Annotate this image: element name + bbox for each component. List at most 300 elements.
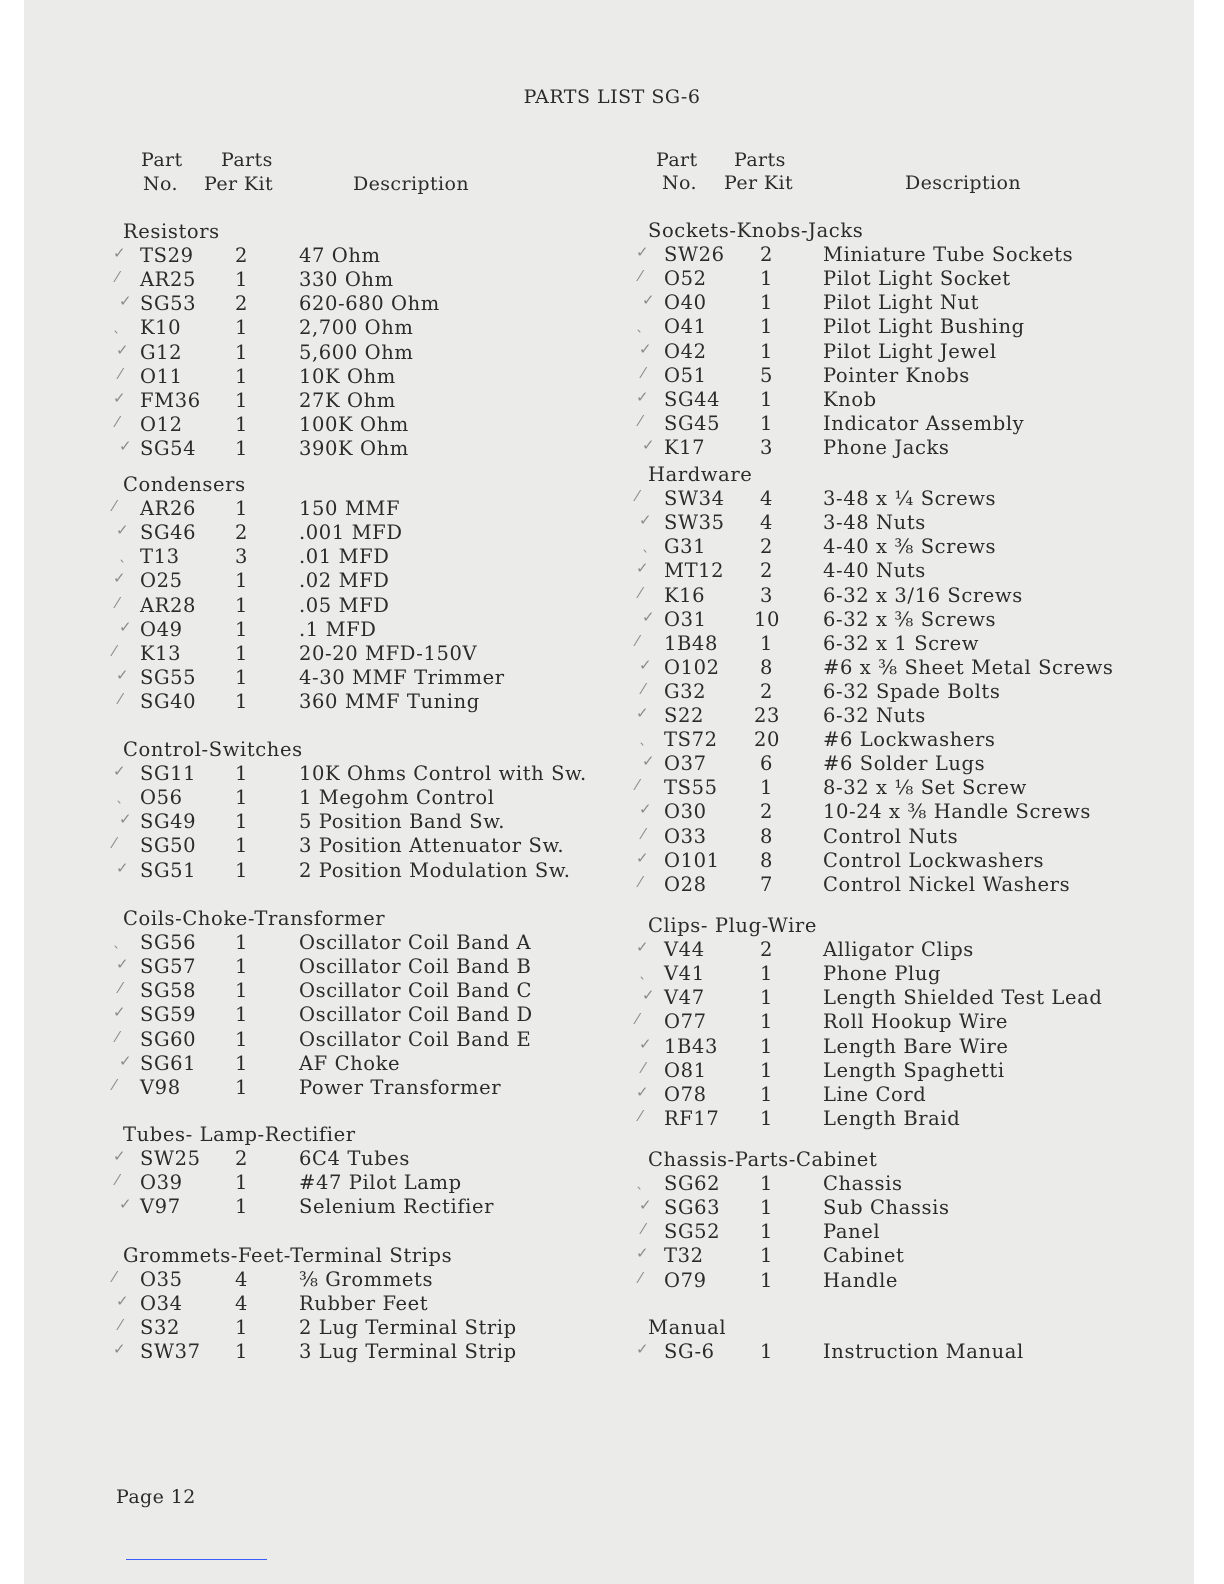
parts-per-kit: 1 xyxy=(760,1172,774,1196)
check-mark-icon: ✓ xyxy=(639,1196,653,1215)
part-number: O52 xyxy=(664,267,707,291)
check-mark-icon: ⁄ xyxy=(119,364,123,383)
check-mark-icon: ✓ xyxy=(642,435,656,454)
parts-per-kit: 1 xyxy=(760,986,774,1010)
check-mark-icon: ⁄ xyxy=(639,1106,643,1125)
right-header-part-top: Part xyxy=(656,149,698,171)
part-description: Pilot Light Nut xyxy=(823,291,980,315)
part-description: 3-48 x ¼ Screws xyxy=(823,487,997,511)
part-number: SG61 xyxy=(140,1051,197,1075)
part-number: SG60 xyxy=(140,1027,197,1051)
parts-per-kit: 2 xyxy=(760,535,774,559)
part-number: O39 xyxy=(140,1171,183,1195)
part-row xyxy=(0,656,1224,680)
parts-per-kit: 2 xyxy=(235,292,249,316)
part-description: 27K Ohm xyxy=(299,388,396,412)
parts-per-kit: 2 xyxy=(235,521,249,545)
part-row xyxy=(0,436,1224,460)
right-header-description: Description xyxy=(905,172,1021,194)
section-heading: Condensers xyxy=(123,473,246,496)
check-mark-icon: ✓ xyxy=(642,752,656,771)
part-number: O77 xyxy=(664,1010,707,1034)
section-heading: Chassis-Parts-Cabinet xyxy=(648,1148,878,1171)
page-title: PARTS LIST SG-6 xyxy=(523,86,701,108)
part-row xyxy=(0,1269,1224,1293)
check-mark-icon: ✓ xyxy=(116,858,130,877)
parts-per-kit: 1 xyxy=(235,1003,249,1027)
check-mark-icon: ⁄ xyxy=(636,631,640,650)
check-mark-icon: ˎ xyxy=(639,962,648,981)
parts-per-kit: 1 xyxy=(760,1106,774,1130)
part-description: 100K Ohm xyxy=(299,412,409,436)
parts-per-kit: 1 xyxy=(235,810,249,834)
part-number: SG56 xyxy=(140,931,197,955)
parts-per-kit: 4 xyxy=(235,1292,249,1316)
part-number: O78 xyxy=(664,1082,707,1106)
part-number: TS29 xyxy=(140,244,194,268)
part-description: Pilot Light Bushing xyxy=(823,315,1025,339)
part-number: SG52 xyxy=(664,1220,721,1244)
part-description: Oscillator Coil Band D xyxy=(299,1003,533,1027)
part-description: Pilot Light Jewel xyxy=(823,339,997,363)
check-mark-icon: ✓ xyxy=(113,569,127,588)
parts-per-kit: 8 xyxy=(760,655,774,679)
check-mark-icon: ˎ xyxy=(639,728,648,747)
part-number: SG45 xyxy=(664,411,721,435)
part-number: O37 xyxy=(664,752,707,776)
parts-per-kit: 1 xyxy=(235,689,249,713)
check-mark-icon: ⁄ xyxy=(642,824,646,843)
part-number: RF17 xyxy=(664,1106,720,1130)
part-number: TS55 xyxy=(664,776,718,800)
left-header-parts-bottom: Per Kit xyxy=(204,173,274,195)
parts-per-kit: 1 xyxy=(235,1171,249,1195)
check-mark-icon: ⁄ xyxy=(639,1268,643,1287)
part-row xyxy=(0,267,1224,291)
check-mark-icon: ✓ xyxy=(636,559,650,578)
parts-per-kit: 1 xyxy=(760,411,774,435)
part-row xyxy=(0,340,1224,364)
check-mark-icon: ✓ xyxy=(113,244,127,263)
parts-per-kit: 3 xyxy=(760,435,774,459)
parts-per-kit: 1 xyxy=(235,412,249,436)
check-mark-icon: ✓ xyxy=(119,810,133,829)
part-number: SW34 xyxy=(664,487,725,511)
part-description: Control Lockwashers xyxy=(823,848,1045,872)
part-description: Cabinet xyxy=(823,1244,905,1268)
part-number: SG-6 xyxy=(664,1340,715,1364)
part-description: #6 Lockwashers xyxy=(823,728,996,752)
check-mark-icon: ⁄ xyxy=(113,1268,117,1287)
part-row xyxy=(0,487,1224,511)
parts-per-kit: 1 xyxy=(760,631,774,655)
check-mark-icon: ✓ xyxy=(639,655,653,674)
part-row xyxy=(0,1220,1224,1244)
part-description: .02 MFD xyxy=(299,569,390,593)
part-row xyxy=(0,849,1224,873)
part-row xyxy=(0,825,1224,849)
part-row xyxy=(0,364,1224,388)
page-number: Page 12 xyxy=(116,1486,196,1508)
part-row xyxy=(0,1196,1224,1220)
part-description: Length Braid xyxy=(823,1106,961,1130)
parts-per-kit: 1 xyxy=(235,497,249,521)
part-number: SG50 xyxy=(140,834,197,858)
part-number: O81 xyxy=(664,1058,707,1082)
part-number: O79 xyxy=(664,1268,707,1292)
part-number: FM36 xyxy=(140,388,201,412)
part-number: K13 xyxy=(140,641,182,665)
right-header-parts-top: Parts xyxy=(734,149,786,171)
part-description: 150 MMF xyxy=(299,497,401,521)
part-description: 3 Position Attenuator Sw. xyxy=(299,834,565,858)
check-mark-icon: ✓ xyxy=(636,1082,650,1101)
part-number: K17 xyxy=(664,435,706,459)
check-mark-icon: ⁄ xyxy=(636,487,640,506)
parts-per-kit: 1 xyxy=(235,858,249,882)
part-number: SG53 xyxy=(140,292,197,316)
parts-per-kit: 1 xyxy=(760,339,774,363)
part-description: Oscillator Coil Band C xyxy=(299,979,532,1003)
parts-per-kit: 1 xyxy=(760,315,774,339)
check-mark-icon: ✓ xyxy=(116,665,130,684)
check-mark-icon: ⁄ xyxy=(116,412,120,431)
part-row xyxy=(0,962,1224,986)
parts-per-kit: 1 xyxy=(235,955,249,979)
parts-per-kit: 1 xyxy=(760,1082,774,1106)
check-mark-icon: ˎ xyxy=(636,315,645,334)
part-number: O31 xyxy=(664,607,707,631)
part-number: TS72 xyxy=(664,728,718,752)
part-description: Oscillator Coil Band E xyxy=(299,1027,532,1051)
part-number: K10 xyxy=(140,316,182,340)
check-mark-icon: ⁄ xyxy=(636,776,640,795)
part-row xyxy=(0,559,1224,583)
check-mark-icon: ⁄ xyxy=(113,497,117,516)
check-mark-icon: ✓ xyxy=(119,617,133,636)
part-description: Length Shielded Test Lead xyxy=(823,986,1103,1010)
part-number: O42 xyxy=(664,339,707,363)
part-number: 1B43 xyxy=(664,1034,718,1058)
part-number: SG51 xyxy=(140,858,197,882)
parts-per-kit: 23 xyxy=(754,704,781,727)
check-mark-icon: ✓ xyxy=(636,1340,650,1359)
check-mark-icon: ✓ xyxy=(119,436,133,455)
part-number: O30 xyxy=(664,800,707,824)
part-number: O12 xyxy=(140,412,183,436)
check-mark-icon: ⁄ xyxy=(642,363,646,382)
part-row xyxy=(0,584,1224,608)
left-header-parts-top: Parts xyxy=(221,149,273,171)
part-description: 620-680 Ohm xyxy=(299,292,440,316)
part-row xyxy=(0,1244,1224,1268)
parts-per-kit: 1 xyxy=(235,641,249,665)
part-number: SG59 xyxy=(140,1003,197,1027)
parts-per-kit: 3 xyxy=(760,583,774,607)
part-description: Selenium Rectifier xyxy=(299,1195,495,1219)
part-number: O34 xyxy=(140,1292,183,1316)
part-description: 2,700 Ohm xyxy=(299,316,414,340)
part-number: V97 xyxy=(140,1195,181,1219)
part-number: O51 xyxy=(664,363,707,387)
check-mark-icon: ⁄ xyxy=(116,593,120,612)
part-number: V98 xyxy=(140,1075,181,1099)
check-mark-icon: ˎ xyxy=(642,535,651,554)
part-description: Phone Jacks xyxy=(823,435,950,459)
part-description: 6-32 Spade Bolts xyxy=(823,679,1001,703)
part-description: Indicator Assembly xyxy=(823,411,1025,435)
part-description: 3 Lug Terminal Strip xyxy=(299,1340,517,1364)
check-mark-icon: ✓ xyxy=(639,1034,653,1053)
check-mark-icon: ˎ xyxy=(636,1172,645,1191)
part-number: SG49 xyxy=(140,810,197,834)
part-row xyxy=(0,1292,1224,1316)
section-heading: Tubes- Lamp-Rectifier xyxy=(123,1123,356,1146)
part-description: 2 Position Modulation Sw. xyxy=(299,858,571,882)
part-row xyxy=(0,800,1224,824)
part-number: SG57 xyxy=(140,955,197,979)
check-mark-icon: ⁄ xyxy=(642,679,646,698)
part-number: K16 xyxy=(664,583,706,607)
part-description: 3-48 Nuts xyxy=(823,511,926,535)
part-number: SG40 xyxy=(140,689,197,713)
part-number: S22 xyxy=(664,704,704,727)
part-number: O102 xyxy=(664,655,720,679)
part-description: Rubber Feet xyxy=(299,1292,429,1316)
parts-per-kit: 2 xyxy=(235,1147,249,1171)
part-row xyxy=(0,1035,1224,1059)
part-description: 10K Ohms Control with Sw. xyxy=(299,762,587,786)
parts-per-kit: 1 xyxy=(235,364,249,388)
parts-per-kit: 4 xyxy=(235,1268,249,1292)
part-number: SG44 xyxy=(664,387,721,411)
part-number: V44 xyxy=(664,938,705,962)
check-mark-icon: ⁄ xyxy=(642,1220,646,1239)
parts-per-kit: 3 xyxy=(235,545,249,569)
parts-per-kit: 1 xyxy=(235,593,249,617)
part-number: O25 xyxy=(140,569,183,593)
part-description: #6 Solder Lugs xyxy=(823,752,986,776)
part-description: Miniature Tube Sockets xyxy=(823,243,1074,267)
check-mark-icon: ˎ xyxy=(116,786,125,805)
part-row xyxy=(0,1010,1224,1034)
parts-per-kit: 2 xyxy=(760,559,774,583)
part-description: #47 Pilot Lamp xyxy=(299,1171,462,1195)
part-row xyxy=(0,535,1224,559)
parts-per-kit: 1 xyxy=(235,1051,249,1075)
part-description: 47 Ohm xyxy=(299,244,381,268)
parts-per-kit: 1 xyxy=(760,1034,774,1058)
check-mark-icon: ✓ xyxy=(639,339,653,358)
parts-per-kit: 5 xyxy=(760,363,774,387)
part-number: O11 xyxy=(140,364,183,388)
part-number: T32 xyxy=(664,1244,704,1268)
section-heading: Resistors xyxy=(123,220,220,243)
part-number: O28 xyxy=(664,872,707,896)
check-mark-icon: ˎ xyxy=(119,545,128,564)
part-description: 5,600 Ohm xyxy=(299,340,414,364)
part-row xyxy=(0,752,1224,776)
part-row xyxy=(0,243,1224,267)
part-description: Alligator Clips xyxy=(823,938,974,962)
check-mark-icon: ˎ xyxy=(113,931,122,950)
part-number: O40 xyxy=(664,291,707,315)
part-row xyxy=(0,873,1224,897)
parts-per-kit: 1 xyxy=(760,776,774,800)
part-row xyxy=(0,680,1224,704)
part-description: 6-32 x 3/16 Screws xyxy=(823,583,1023,607)
part-description: Instruction Manual xyxy=(823,1340,1024,1364)
section-heading: Manual xyxy=(648,1316,727,1339)
part-row xyxy=(0,1107,1224,1131)
parts-per-kit: 10 xyxy=(754,607,781,631)
parts-per-kit: 2 xyxy=(760,679,774,703)
part-number: V41 xyxy=(664,962,705,986)
part-number: SW37 xyxy=(140,1340,201,1364)
check-mark-icon: ✓ xyxy=(116,1292,130,1311)
part-number: MT12 xyxy=(664,559,725,583)
part-row xyxy=(0,511,1224,535)
part-number: 1B48 xyxy=(664,631,718,655)
parts-per-kit: 8 xyxy=(760,848,774,872)
part-description: Length Spaghetti xyxy=(823,1058,1005,1082)
check-mark-icon: ✓ xyxy=(636,704,650,722)
check-mark-icon: ⁄ xyxy=(639,583,643,602)
part-description: 2 Lug Terminal Strip xyxy=(299,1316,517,1340)
check-mark-icon: ✓ xyxy=(636,243,650,262)
part-row xyxy=(0,412,1224,436)
parts-per-kit: 1 xyxy=(760,387,774,411)
part-number: SG46 xyxy=(140,521,197,545)
part-number: SG62 xyxy=(664,1172,721,1196)
right-header-parts-bottom: Per Kit xyxy=(724,172,794,194)
parts-per-kit: 1 xyxy=(760,1340,774,1364)
parts-per-kit: 1 xyxy=(235,786,249,810)
part-number: T13 xyxy=(140,545,180,569)
parts-per-kit: 2 xyxy=(760,938,774,962)
parts-per-kit: 8 xyxy=(760,824,774,848)
part-number: SG55 xyxy=(140,665,197,689)
check-mark-icon: ⁄ xyxy=(116,1171,120,1190)
part-row xyxy=(0,1340,1224,1364)
check-mark-icon: ✓ xyxy=(636,848,650,867)
check-mark-icon: ⁄ xyxy=(636,1010,640,1029)
part-description: 1 Megohm Control xyxy=(299,786,495,810)
check-mark-icon: ✓ xyxy=(642,291,656,310)
parts-per-kit: 1 xyxy=(235,268,249,292)
part-description: ⅜ Grommets xyxy=(299,1268,434,1292)
part-row xyxy=(0,938,1224,962)
parts-per-kit: 1 xyxy=(235,1027,249,1051)
parts-per-kit: 1 xyxy=(760,1268,774,1292)
part-number: SW25 xyxy=(140,1147,201,1171)
part-description: Phone Plug xyxy=(823,962,942,986)
part-row xyxy=(0,1059,1224,1083)
parts-per-kit: 6 xyxy=(760,752,774,776)
part-number: G32 xyxy=(664,679,707,703)
part-description: 5 Position Band Sw. xyxy=(299,810,506,834)
parts-per-kit: 2 xyxy=(760,800,774,824)
part-description: Pointer Knobs xyxy=(823,363,970,387)
parts-per-kit: 1 xyxy=(235,617,249,641)
part-row xyxy=(0,388,1224,412)
parts-per-kit: 1 xyxy=(235,665,249,689)
section-heading: Coils-Choke-Transformer xyxy=(123,907,386,930)
check-mark-icon: ✓ xyxy=(116,521,130,540)
part-description: 360 MMF Tuning xyxy=(299,689,480,713)
section-heading: Control-Switches xyxy=(123,738,303,761)
section-heading: Hardware xyxy=(648,463,753,486)
parts-per-kit: 1 xyxy=(235,1340,249,1364)
check-mark-icon: ✓ xyxy=(639,800,653,819)
check-mark-icon: ✓ xyxy=(113,1003,127,1022)
parts-per-kit: 1 xyxy=(760,267,774,291)
part-description: 330 Ohm xyxy=(299,268,394,292)
footer-rule xyxy=(126,1559,267,1560)
part-number: O41 xyxy=(664,315,707,339)
part-description: Length Bare Wire xyxy=(823,1034,1009,1058)
part-description: Oscillator Coil Band B xyxy=(299,955,532,979)
part-row xyxy=(0,776,1224,800)
part-description: Line Cord xyxy=(823,1082,927,1106)
part-description: Chassis xyxy=(823,1172,903,1196)
part-description: Sub Chassis xyxy=(823,1196,950,1220)
part-description: 6-32 Nuts xyxy=(823,704,926,727)
part-number: AR26 xyxy=(140,497,196,521)
part-description: .05 MFD xyxy=(299,593,390,617)
part-number: G31 xyxy=(664,535,707,559)
part-number: O101 xyxy=(664,848,720,872)
check-mark-icon: ✓ xyxy=(119,1195,133,1214)
parts-per-kit: 2 xyxy=(760,243,774,267)
check-mark-icon: ⁄ xyxy=(642,1058,646,1077)
check-mark-icon: ⁄ xyxy=(119,689,123,708)
parts-per-kit: 1 xyxy=(760,1010,774,1034)
check-mark-icon: ✓ xyxy=(636,1244,650,1263)
check-mark-icon: ✓ xyxy=(113,1147,127,1166)
part-number: AR28 xyxy=(140,593,196,617)
part-number: O56 xyxy=(140,786,183,810)
check-mark-icon: ✓ xyxy=(636,938,650,957)
parts-per-kit: 2 xyxy=(235,244,249,268)
part-number: SW35 xyxy=(664,511,725,535)
parts-per-kit: 1 xyxy=(760,1058,774,1082)
parts-per-kit: 4 xyxy=(760,511,774,535)
check-mark-icon: ✓ xyxy=(113,1340,127,1359)
part-description: 4-40 x ⅜ Screws xyxy=(823,535,997,559)
part-description: .001 MFD xyxy=(299,521,403,545)
parts-per-kit: 20 xyxy=(754,728,781,752)
part-description: Pilot Light Socket xyxy=(823,267,1011,291)
part-description: 6C4 Tubes xyxy=(299,1147,410,1171)
part-row xyxy=(0,315,1224,339)
part-description: Handle xyxy=(823,1268,899,1292)
part-number: SG58 xyxy=(140,979,197,1003)
check-mark-icon: ⁄ xyxy=(119,1316,123,1335)
part-description: .01 MFD xyxy=(299,545,390,569)
part-description: 6-32 x ⅜ Screws xyxy=(823,607,997,631)
part-number: S32 xyxy=(140,1316,180,1340)
part-row xyxy=(0,632,1224,656)
part-number: O33 xyxy=(664,824,707,848)
parts-per-kit: 4 xyxy=(760,487,774,511)
check-mark-icon: ˎ xyxy=(113,316,122,335)
check-mark-icon: ✓ xyxy=(116,340,130,359)
check-mark-icon: ⁄ xyxy=(116,1027,120,1046)
part-row xyxy=(0,608,1224,632)
part-description: #6 x ⅜ Sheet Metal Screws xyxy=(823,655,1114,679)
check-mark-icon: ✓ xyxy=(116,955,130,974)
